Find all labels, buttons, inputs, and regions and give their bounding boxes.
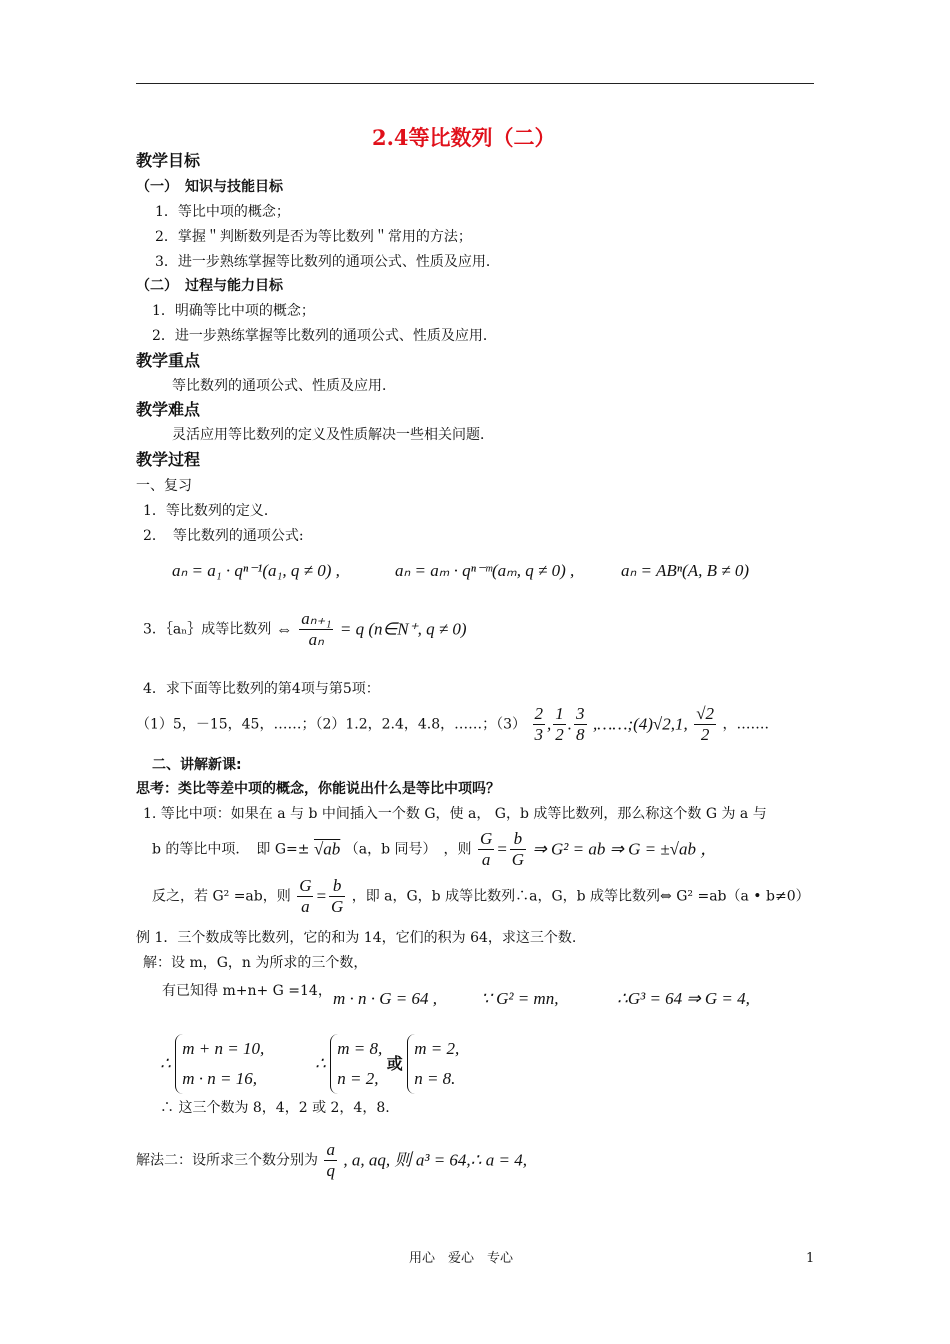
denominator: G (511, 850, 525, 869)
sequence-text: （1）5，－15，45，……；（2）1.2，2.4，4.8，……；（3） (136, 716, 527, 733)
fraction (510, 829, 526, 870)
review-item: 1．等比数列的定义． (143, 503, 278, 519)
system-1 (160, 1034, 264, 1096)
goals-sec2-item: 1．明确等比中项的概念； (152, 303, 315, 319)
goals-heading: 教学目标 (136, 151, 201, 170)
alt-terms: , a, aq, 则 (343, 1150, 412, 1170)
equals: = (496, 839, 508, 859)
page-title: 2.4等比数列（二） (372, 125, 556, 150)
ratio-denominator: aₙ (308, 630, 324, 649)
system-2 (315, 1034, 459, 1096)
sequence-text: ,……;(4)√2,1, (592, 714, 688, 734)
definition-line-1: 1. 等比中项：如果在 a 与 b 中间插入一个数 G，使 a， G，b 成等比数列，那么称这个数 G 为 a 与 (143, 806, 767, 822)
ratio-condition: = q (n∈N⁺, q ≠ 0) (339, 619, 467, 639)
fraction (297, 876, 313, 917)
solution-line: 有已知得 m+n+ G =14， (162, 983, 332, 999)
alt-solution (136, 1140, 527, 1186)
formula-ab: aₙ = ABⁿ(A, B ≠ 0) (621, 561, 749, 580)
solution-line: 解：设 m，G，n 为所求的三个数， (143, 955, 368, 971)
answer-line: ∴ 这三个数为 8，4，2 或 2，4，8. (160, 1100, 390, 1116)
denominator: 2 (555, 725, 564, 744)
equation: m = 8, (337, 1039, 383, 1058)
sqrt-ab: √ab (313, 839, 341, 859)
equation-system (330, 1034, 382, 1094)
equation: m = 2, (414, 1039, 460, 1058)
alt-result: a³ = 64,∴ a = 4, (415, 1150, 527, 1170)
therefore-symbol: ∴ (315, 1054, 326, 1073)
formula-general-term: aₙ = a₁ · qⁿ⁻¹(a₁, q ≠ 0) , (172, 561, 340, 580)
equals: = (315, 886, 327, 906)
fraction (324, 1140, 337, 1181)
denominator: a (481, 850, 491, 869)
denominator: 3 (534, 725, 544, 744)
definition-text: b 的等比中项． 即 G=± (152, 841, 310, 858)
denominator: G (330, 897, 344, 916)
goals-sec2-item: 2．进一步熟练掌握等比数列的通项公式、性质及应用． (152, 328, 497, 344)
converse-line (152, 876, 810, 922)
numerator: G (299, 876, 312, 895)
definition-line-2 (152, 829, 717, 875)
fraction (553, 704, 566, 745)
product-equation: m · n · G = 64 , (333, 989, 438, 1008)
footer-motto: 用心 爱心 专心 (409, 1251, 514, 1266)
converse-text: ，即 a，G，b 成等比数列∴a，G，b 成等比数列⇔ G² =ab（a • b≠0） (351, 888, 810, 905)
numerator: 3 (576, 704, 585, 723)
fraction (533, 704, 546, 745)
equation: n = 2, (337, 1069, 379, 1088)
goals-sec1: （一） 知识与技能目标 (136, 179, 283, 195)
sequence-exercise (136, 704, 769, 750)
review-heading: 一、复习 (136, 478, 192, 494)
or-word: 或 (386, 1054, 403, 1073)
equation-system (175, 1034, 264, 1094)
numerator: √2 (696, 704, 715, 723)
dot: . (567, 714, 573, 734)
difficulty-text: 灵活应用等比数列的定义及性质解决一些相关问题． (172, 427, 494, 443)
alt-text: 解法二：设所求三个数分别为 (136, 1152, 318, 1169)
ratio-fraction (299, 609, 333, 650)
numerator: 1 (555, 704, 564, 723)
mean-equation: ∵ G² = mn, (481, 989, 559, 1008)
equation: m · n = 16, (182, 1069, 258, 1088)
equation: m + n = 10, (182, 1039, 265, 1058)
review-item-3-text: 3．｛aₙ｝成等比数列 (143, 621, 272, 638)
definition-result: ⇒ G² = ab ⇒ G = ±√ab ， (532, 839, 718, 859)
equivalence-symbol: ⇔ (275, 619, 293, 639)
goals-sec1-item: 1．等比中项的概念； (155, 204, 290, 220)
sequence-text: ，……. (722, 716, 769, 733)
numerator: b (329, 876, 345, 897)
fraction (329, 876, 345, 917)
review-item: 2． 等比数列的通项公式: (143, 528, 304, 544)
numerator: 2 (534, 704, 544, 723)
difficulty-heading: 教学难点 (136, 400, 201, 419)
key-text: 等比数列的通项公式、性质及应用． (172, 378, 396, 394)
key-heading: 教学重点 (136, 351, 201, 370)
fraction (574, 704, 587, 745)
numerator: G (479, 829, 493, 848)
equation: n = 8. (414, 1069, 456, 1088)
header-rule (136, 83, 814, 84)
formula-general-term-m: aₙ = aₘ · qⁿ⁻ᵐ(aₘ, q ≠ 0) , (395, 561, 575, 580)
therefore-symbol: ∴ (160, 1054, 171, 1073)
review-item-3 (143, 609, 467, 663)
review-item: 4．求下面等比数列的第4项与第5项： (143, 681, 380, 697)
cube-equation: ∴G³ = 64 ⇒ G = 4, (617, 989, 750, 1008)
goals-sec1-item: 2．掌握＂判断数列是否为等比数列＂常用的方法； (155, 229, 472, 245)
numerator: b (510, 829, 526, 850)
equation-system (407, 1034, 459, 1094)
fraction (694, 704, 716, 745)
definition-text: （a，b 同号） ，则 (344, 841, 472, 858)
example-question: 例 1．三个数成等比数列，它的和为 14，它们的积为 64，求这三个数. (136, 930, 577, 946)
goals-sec2: （二） 过程与能力目标 (136, 278, 283, 294)
process-heading: 教学过程 (136, 450, 201, 469)
denominator: q (326, 1161, 335, 1180)
think-question: 思考：类比等差中项的概念，你能说出什么是等比中项吗？ (136, 781, 500, 797)
fraction (478, 829, 494, 870)
newlesson-heading: 二、讲解新课: (152, 757, 242, 773)
comma: , (547, 714, 552, 734)
ratio-numerator: aₙ₊₁ (301, 609, 332, 628)
denominator: 8 (576, 725, 585, 744)
numerator: a (326, 1140, 335, 1159)
goals-sec1-item: 3．进一步熟练掌握等比数列的通项公式、性质及应用． (155, 254, 500, 270)
denominator: a (301, 897, 310, 916)
converse-text: 反之，若 G² =ab，则 (152, 888, 291, 905)
page-number: 1 (806, 1251, 815, 1266)
denominator: 2 (700, 725, 710, 744)
